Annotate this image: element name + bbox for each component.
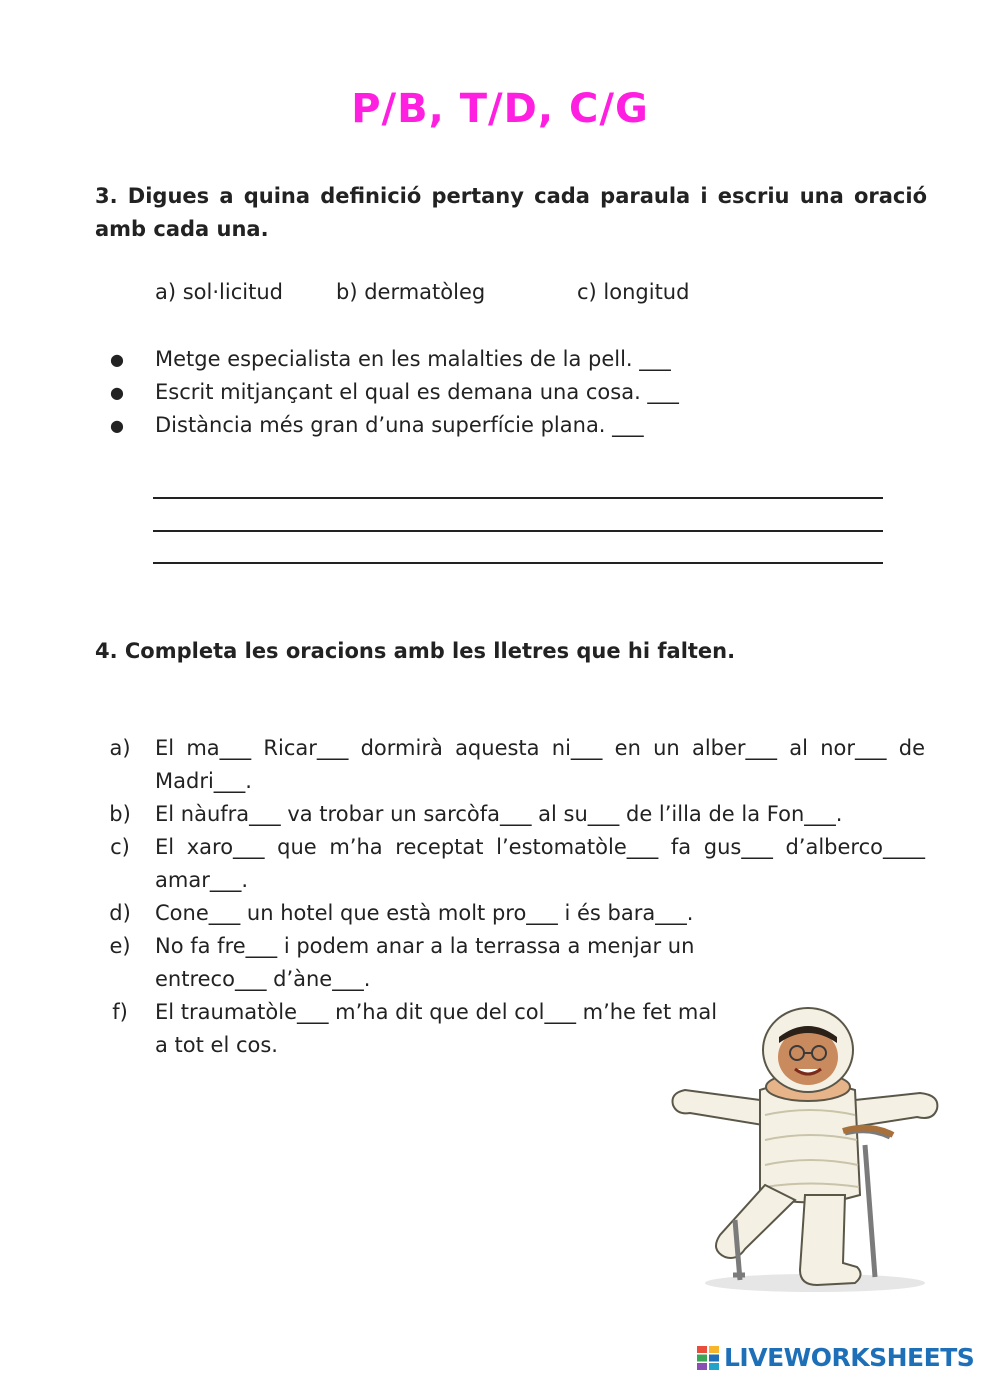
answer-line-3[interactable]: [153, 562, 883, 564]
option-c: c) longitud: [577, 280, 690, 304]
item-text: Cone___ un hotel que està molt pro___ i és bara___.: [155, 901, 694, 925]
item-text: No fa fre___ i podem anar a la terrassa a menjar un entreco___ d’àne___.: [155, 934, 695, 991]
liveworksheets-logo-icon: [697, 1346, 719, 1370]
item-text: El xaro___ que m’ha receptat l’estomatòle___ fa gus___ d’alberco____ amar___.: [155, 835, 925, 892]
definition-item: ● Escrit mitjançant el qual es demana una cosa. ___: [110, 376, 679, 409]
list-item: [100, 732, 925, 798]
answer-line-2[interactable]: [153, 530, 883, 532]
bullet-icon: ●: [110, 416, 124, 435]
list-item: [100, 831, 925, 897]
answer-line-1[interactable]: [153, 497, 883, 499]
item-text: El nàufra___ va trobar un sarcòfa___ al su___ de l’illa de la Fon___.: [155, 802, 843, 826]
definition-item: ● Metge especialista en les malalties de la pell. ___: [110, 343, 679, 376]
bullet-icon: ●: [110, 383, 124, 402]
option-a: a) sol·licitud: [155, 280, 283, 304]
list-item: [100, 930, 925, 996]
bullet-icon: ●: [110, 350, 124, 369]
item-text: El traumatòle___ m’ha dit que del col___ m’he fet mal a tot el cos.: [155, 1000, 718, 1057]
list-item: [100, 798, 925, 831]
item-label: c): [110, 835, 130, 859]
definition-item: ● Distància més gran d’una superfície plana. ___: [110, 409, 679, 442]
item-label: d): [109, 901, 131, 925]
definition-list: [110, 343, 679, 442]
item-label: b): [109, 802, 131, 826]
item-text: El ma___ Ricar___ dormirà aquesta ni___ en un alber___ al nor___ de Madri___.: [155, 736, 925, 793]
item-label: a): [109, 736, 131, 760]
bandaged-avatar-illustration: [665, 1005, 950, 1295]
list-item: [100, 897, 925, 930]
liveworksheets-logo: [697, 1343, 992, 1373]
option-b: b) dermatòleg: [336, 280, 486, 304]
brand-name: LIVEWORKSHEETS: [724, 1343, 975, 1372]
item-label: e): [109, 934, 131, 958]
exercise-3-instruction: 3. Digues a quina definició pertany cada paraula i escriu una oració amb cada una.: [95, 184, 927, 241]
exercise-4-instruction: 4. Completa les oracions amb les lletres que hi falten.: [95, 639, 736, 663]
page-title: P/B, T/D, C/G: [351, 86, 649, 132]
item-label: f): [112, 1000, 128, 1024]
